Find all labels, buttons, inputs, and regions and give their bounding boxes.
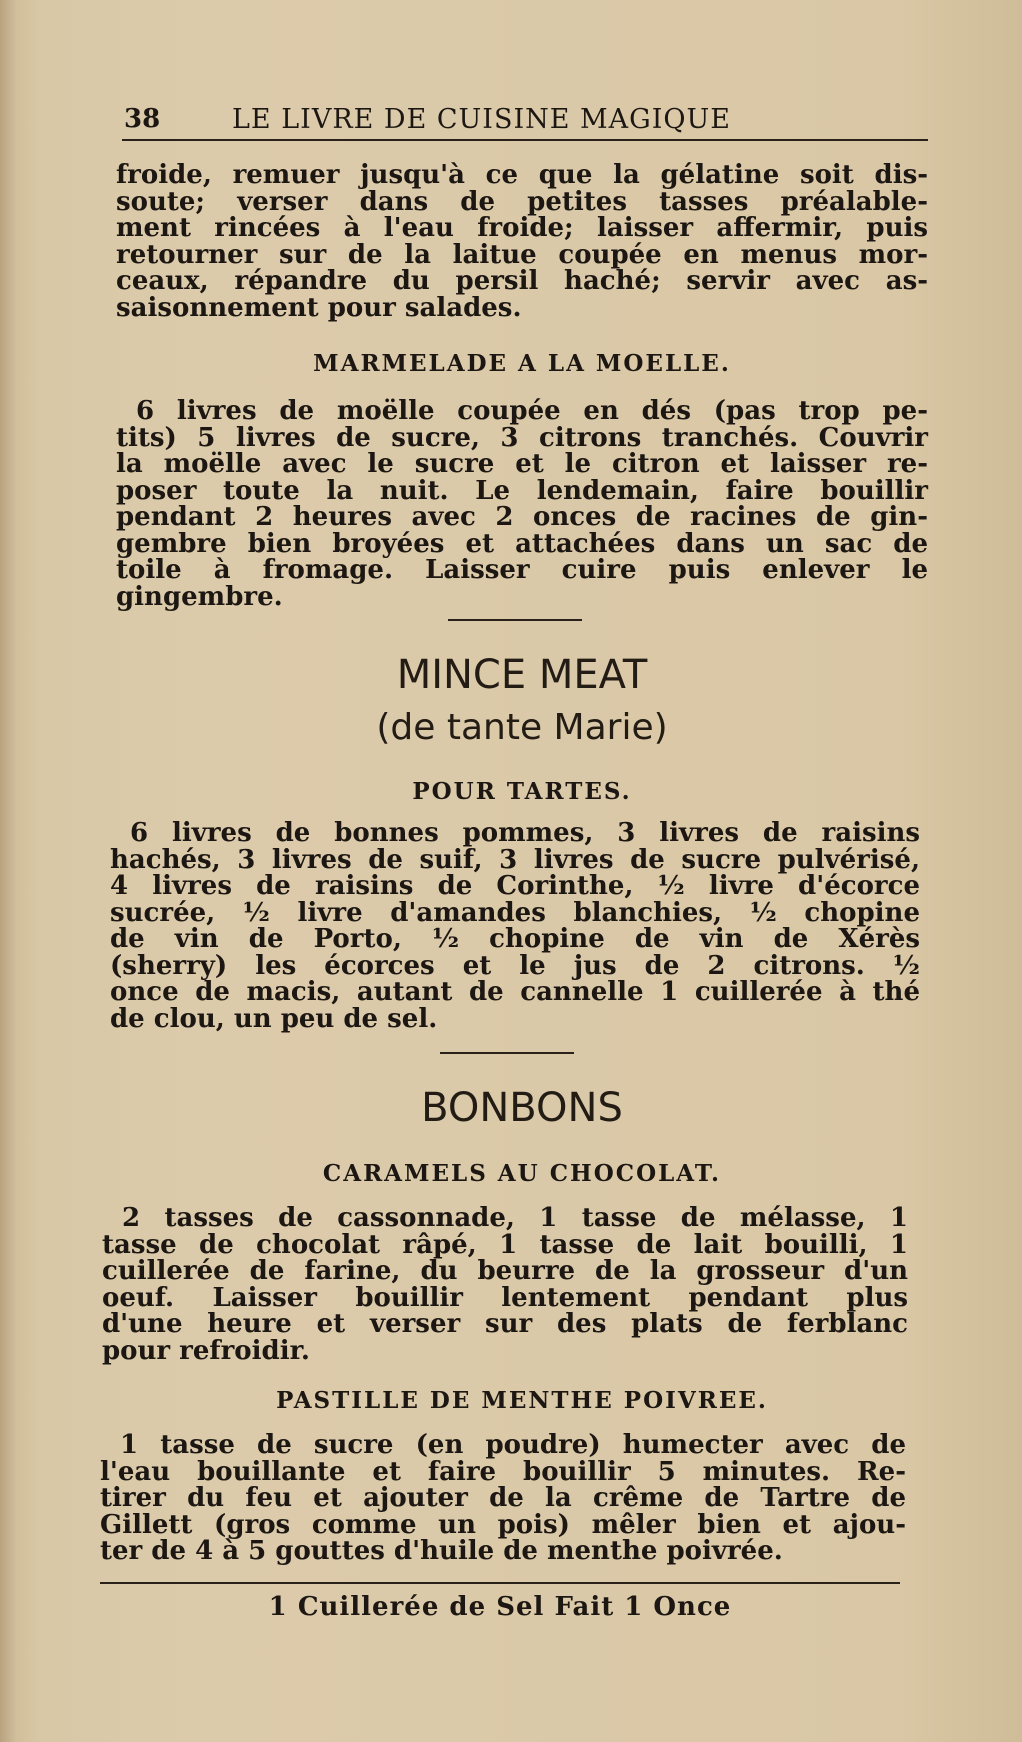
text-line: cuillerée de farine, du beurre de la grosseur d'un	[102, 1256, 908, 1286]
intro-paragraph	[116, 162, 928, 321]
text-line: tirer du feu et ajouter de la crême de Tartre de	[100, 1483, 906, 1513]
text-line: pendant 2 heures avec 2 onces de racines de gin-	[116, 502, 928, 532]
text-line: de vin de Porto, ½ chopine de vin de Xérès	[110, 924, 920, 954]
text-line: saisonnement pour salades.	[116, 292, 522, 323]
text-line: 6 livres de moëlle coupée en dés (pas trop pe-	[136, 396, 928, 426]
text-line: gembre bien broyées et attachées dans un sac de	[116, 528, 928, 559]
section-divider	[448, 619, 582, 621]
mince-meat-title: MINCE MEAT	[396, 652, 648, 698]
text-line: retourner sur de la laitue coupée en menus mor-	[116, 239, 928, 270]
text-line: l'eau bouillante et faire bouillir 5 minutes. Re-	[100, 1456, 906, 1487]
header-rule	[122, 139, 928, 141]
text-line: tits) 5 livres de sucre, 3 citrons tranchés. Couvrir	[116, 422, 928, 453]
text-line: Gillett (gros comme un pois) mêler bien et ajou-	[100, 1509, 906, 1540]
text-line: oeuf. Laisser bouillir lentement pendant plus	[102, 1282, 908, 1313]
page-number: 38	[124, 104, 161, 134]
marmelade-heading: MARMELADE A LA MOELLE.	[313, 350, 731, 377]
mince-meat-section	[116, 652, 928, 698]
pastille-heading: PASTILLE DE MENTHE POIVREE.	[276, 1387, 768, 1414]
page-header	[122, 100, 928, 140]
text-line: de clou, un peu de sel.	[110, 1003, 438, 1034]
text-line: hachés, 3 livres de suif, 3 livres de sucre pulvérisé,	[110, 844, 920, 875]
text-line: 4 livres de raisins de Corinthe, ½ livre d'écorce	[110, 871, 920, 901]
caramels-body	[102, 1205, 908, 1364]
mince-meat-body	[110, 820, 920, 1032]
pastille-body	[100, 1432, 906, 1565]
footer-rule	[100, 1582, 900, 1584]
text-line: gingembre.	[116, 581, 283, 612]
book-title: LE LIVRE DE CUISINE MAGIQUE	[232, 104, 732, 135]
section-divider-2	[440, 1052, 574, 1054]
caramels-heading-wrap	[116, 1160, 928, 1187]
text-line: la moëlle avec le sucre et le citron et laisser re-	[116, 449, 928, 479]
marmelade-body	[116, 398, 928, 610]
marmelade-section	[116, 350, 928, 377]
bonbons-section	[116, 1085, 928, 1131]
mince-meat-heading-wrap	[116, 778, 928, 805]
mince-meat-subtitle-wrap	[116, 707, 928, 748]
text-line: 2 tasses de cassonnade, 1 tasse de mélasse, 1	[122, 1203, 908, 1233]
text-line: pour refroidir.	[102, 1335, 310, 1366]
text-line: once de macis, autant de cannelle 1 cuillerée à thé	[110, 977, 920, 1007]
text-line: d'une heure et verser sur des plats de ferblanc	[102, 1309, 908, 1339]
text-line: 6 livres de bonnes pommes, 3 livres de raisins	[130, 818, 920, 848]
footer-note: 1 Cuillerée de Sel Fait 1 Once	[268, 1592, 732, 1622]
caramels-heading: CARAMELS AU CHOCOLAT.	[322, 1160, 722, 1187]
text-line: toile à fromage. Laisser cuire puis enlever le	[116, 555, 928, 585]
text-line: (sherry) les écorces et le jus de 2 citrons. ½	[110, 950, 920, 981]
text-line: sucrée, ½ livre d'amandes blanchies, ½ chopine	[110, 897, 920, 928]
text-line: 1 tasse de sucre (en poudre) humecter avec de	[120, 1430, 906, 1460]
text-line: ter de 4 à 5 gouttes d'huile de menthe poivrée.	[100, 1536, 783, 1566]
pastille-heading-wrap	[116, 1387, 928, 1414]
mince-meat-subtitle: (de tante Marie)	[376, 707, 668, 748]
text-line: tasse de chocolat râpé, 1 tasse de lait bouilli, 1	[102, 1229, 908, 1260]
text-line: ment rincées à l'eau froide; laisser affermir, puis	[116, 213, 928, 243]
text-line: froide, remuer jusqu'à ce que la gélatine soit dis-	[116, 160, 928, 190]
bonbons-title: BONBONS	[421, 1085, 623, 1131]
text-line: poser toute la nuit. Le lendemain, faire bouillir	[116, 475, 928, 506]
mince-meat-heading: POUR TARTES.	[412, 778, 632, 805]
text-line: soute; verser dans de petites tasses préalable-	[116, 186, 928, 217]
page-edge	[0, 0, 18, 1742]
text-line: ceaux, répandre du persil haché; servir avec as-	[116, 266, 928, 296]
